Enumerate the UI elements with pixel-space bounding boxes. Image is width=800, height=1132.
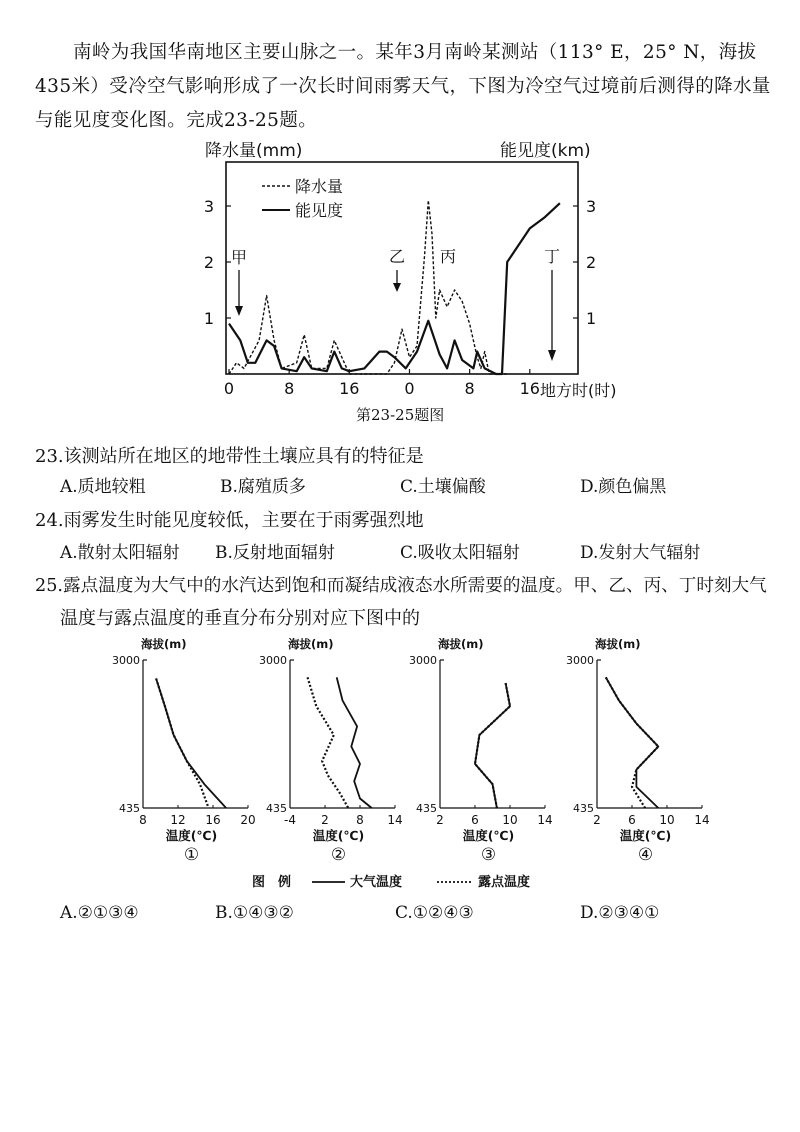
profile-y-top: 3000 bbox=[112, 654, 140, 667]
marker-jia: 甲 bbox=[231, 248, 248, 267]
legend-air-label: 大气温度 bbox=[350, 875, 403, 890]
q24-option-d[interactable]: D.发射大气辐射 bbox=[580, 543, 701, 563]
profile-x-tick-label: 8 bbox=[356, 813, 364, 827]
profile-x-label: 温度(℃) bbox=[312, 828, 365, 843]
left-axis-label: 降水量(mm) bbox=[205, 141, 303, 161]
profile-y-label: 海拔(m) bbox=[438, 637, 484, 651]
q24-option-b[interactable]: B.反射地面辐射 bbox=[215, 543, 335, 563]
profile-x-tick-label: 14 bbox=[387, 813, 403, 827]
x-tick-label: 16 bbox=[519, 379, 540, 398]
q25-option-b[interactable]: B.①④③② bbox=[215, 903, 294, 923]
marker-yi-arrowhead bbox=[393, 283, 401, 292]
y-right-tick-label: 1 bbox=[586, 309, 597, 328]
profile-legend-prefix: 图 例 bbox=[252, 875, 292, 890]
q23-option-d[interactable]: D.颜色偏黑 bbox=[580, 477, 667, 497]
profile-x-label: 温度(℃) bbox=[619, 828, 672, 843]
profile-y-top: 3000 bbox=[409, 654, 437, 667]
marker-yi: 乙 bbox=[389, 247, 406, 266]
dew-point-line bbox=[606, 677, 659, 808]
x-tick-label: 0 bbox=[404, 379, 415, 398]
profile-panel-number: ③ bbox=[480, 845, 497, 865]
chart-frame bbox=[226, 162, 578, 374]
profile-panel-number: ② bbox=[330, 845, 347, 865]
profile-x-tick-label: 12 bbox=[170, 813, 186, 827]
q25-option-a[interactable]: A.②①③④ bbox=[60, 903, 139, 923]
profile-x-tick-label: 6 bbox=[471, 813, 479, 827]
marker-jia-arrowhead bbox=[235, 306, 243, 316]
y-left-tick-label: 3 bbox=[203, 197, 214, 216]
profile-x-tick-label: 6 bbox=[628, 813, 636, 827]
air-temperature-line bbox=[337, 677, 372, 808]
air-temperature-line bbox=[606, 677, 659, 808]
profile-y-top: 3000 bbox=[259, 654, 287, 667]
marker-bing: 丙 bbox=[440, 247, 457, 266]
legend-dew-label: 露点温度 bbox=[478, 875, 531, 890]
profile-x-tick-label: 2 bbox=[436, 813, 444, 827]
profile-panel bbox=[409, 637, 553, 865]
q24-option-c[interactable]: C.吸收太阳辐射 bbox=[400, 543, 520, 563]
precip-series-line bbox=[229, 200, 507, 374]
question-24-stem: 24.雨雾发生时能见度较低，主要在于雨雾强烈地 bbox=[35, 510, 424, 531]
q25-option-c[interactable]: C.①②④③ bbox=[395, 903, 474, 923]
profile-x-tick-label: 16 bbox=[205, 813, 221, 827]
dew-point-line bbox=[475, 683, 510, 808]
marker-ding: 丁 bbox=[544, 247, 561, 266]
profile-panel-number: ④ bbox=[637, 845, 654, 865]
question-25-stem-line1: 25.露点温度为大气中的水汽达到饱和而凝结成液态水所需要的温度。甲、乙、丙、丁时刻大气 bbox=[35, 576, 767, 596]
profile-y-top: 3000 bbox=[566, 654, 594, 667]
y-right-tick-label: 2 bbox=[586, 253, 597, 272]
profile-x-tick-label: 14 bbox=[694, 813, 710, 827]
profile-x-tick-label: 8 bbox=[139, 813, 147, 827]
profile-y-bottom: 435 bbox=[119, 802, 140, 815]
dew-point-line bbox=[308, 677, 349, 808]
profile-panel bbox=[566, 637, 710, 865]
question-23-stem: 23.该测站所在地区的地带性土壤应具有的特征是 bbox=[35, 446, 424, 467]
dew-point-line bbox=[156, 679, 209, 809]
profile-x-tick-label: 10 bbox=[659, 813, 675, 827]
x-tick-label: 16 bbox=[339, 379, 360, 398]
profile-panels bbox=[112, 637, 710, 865]
legend-precip-label: 降水量 bbox=[295, 177, 344, 196]
x-tick-label: 8 bbox=[284, 379, 295, 398]
profile-y-bottom: 435 bbox=[416, 802, 437, 815]
legend-visibility-label: 能见度 bbox=[295, 201, 344, 220]
intro-paragraph: 南岭为我国华南地区主要山脉之一。某年3月南岭某测站（113° E，25° N，海拔435米）受冷空气影响形成了一次长时间雨雾天气，下图为冷空气过境前后测得的降水量与能见度变化图。完成23-25题。 bbox=[35, 42, 771, 131]
q23-option-c[interactable]: C.土壤偏酸 bbox=[400, 477, 486, 497]
profile-y-label: 海拔(m) bbox=[595, 637, 641, 651]
profile-panel bbox=[259, 637, 403, 865]
profile-y-bottom: 435 bbox=[266, 802, 287, 815]
chart-series bbox=[229, 200, 560, 374]
air-temperature-line bbox=[156, 679, 226, 809]
y-left-tick-label: 1 bbox=[203, 309, 214, 328]
profile-x-tick-label: 2 bbox=[593, 813, 601, 827]
profile-x-label: 温度(℃) bbox=[462, 828, 515, 843]
figure-caption: 第23-25题图 bbox=[356, 406, 445, 424]
profile-x-label: 温度(℃) bbox=[165, 828, 218, 843]
x-tick-label: 8 bbox=[464, 379, 475, 398]
visibility-series-line bbox=[229, 203, 560, 374]
profile-panel-number: ① bbox=[183, 845, 200, 865]
q25-option-d[interactable]: D.②③④① bbox=[580, 903, 660, 923]
profile-x-tick-label: 14 bbox=[537, 813, 553, 827]
question-25-stem-line2: 温度与露点温度的垂直分布分别对应下图中的 bbox=[60, 608, 420, 629]
profile-y-label: 海拔(m) bbox=[288, 637, 334, 651]
profile-y-bottom: 435 bbox=[573, 802, 594, 815]
q24-option-a[interactable]: A.散射太阳辐射 bbox=[60, 543, 180, 563]
profile-x-tick-label: 2 bbox=[321, 813, 329, 827]
q23-option-b[interactable]: B.腐殖质多 bbox=[220, 477, 306, 497]
y-right-tick-label: 3 bbox=[586, 197, 597, 216]
x-tick-label: 0 bbox=[223, 379, 235, 398]
y-left-tick-label: 2 bbox=[203, 253, 214, 272]
right-axis-label: 能见度(km) bbox=[500, 141, 591, 161]
chart-ticks bbox=[204, 197, 596, 398]
profile-y-label: 海拔(m) bbox=[141, 637, 187, 651]
marker-ding-arrowhead bbox=[548, 350, 556, 361]
profile-x-tick-label: -4 bbox=[284, 813, 296, 827]
profile-x-tick-label: 10 bbox=[502, 813, 518, 827]
air-temperature-line bbox=[475, 683, 510, 808]
profile-x-tick-label: 20 bbox=[240, 813, 256, 827]
profile-panel bbox=[112, 637, 256, 865]
q23-option-a[interactable]: A.质地较粗 bbox=[60, 477, 146, 497]
x-axis-label: 地方时(时) bbox=[540, 381, 617, 400]
precip-visibility-chart bbox=[0, 0, 800, 440]
